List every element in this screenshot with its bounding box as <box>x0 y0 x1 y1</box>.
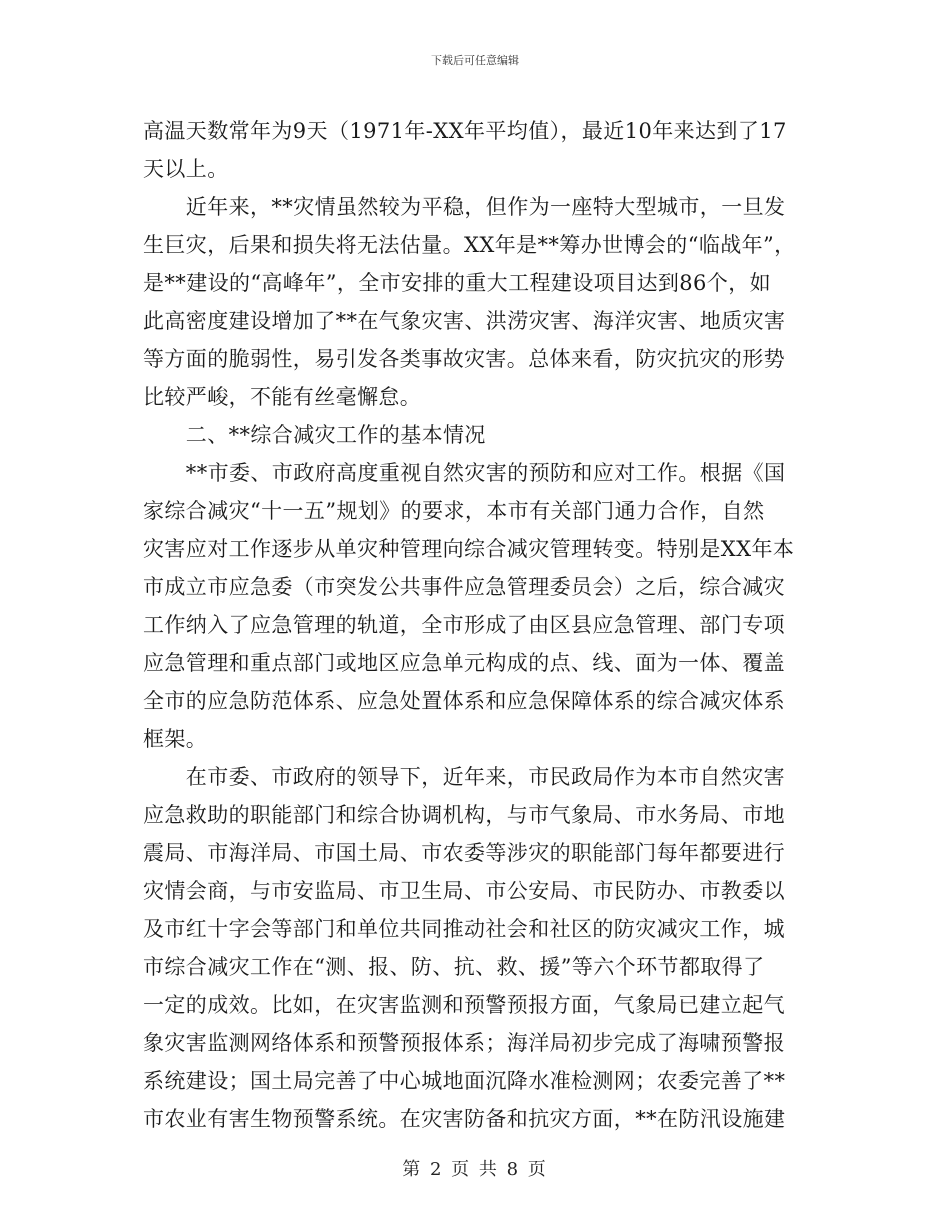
text-line: 市农业有害生物预警系统。在灾害防备和抗灾方面，**在防汛设施建 <box>143 1107 786 1131</box>
text-line: 等方面的脆弱性，易引发各类事故灾害。总体来看，防灾抗灾的形势 <box>143 347 785 371</box>
text-line: 高温天数常年为9天（1971年-XX年平均值），最近10年来达到了17 <box>143 119 787 143</box>
text-line: 应急管理和重点部门或地区应急单元构成的点、线、面为一体、覆盖 <box>143 651 785 675</box>
text-line: 此高密度建设增加了**在气象灾害、洪涝灾害、海洋灾害、地质灾害 <box>143 309 786 333</box>
text-line: 近年来，**灾情虽然较为平稳，但作为一座特大型城市，一旦发 <box>143 195 786 219</box>
text-line: 是**建设的“高峰年”，全市安排的重大工程建设项目达到86个，如 <box>143 271 771 295</box>
text-line: 家综合减灾“十一五”规划》的要求，本市有关部门通力合作，自然 <box>143 499 765 523</box>
text-line: 框架。 <box>143 727 208 751</box>
text-line: 市综合减灾工作在“测、报、防、抗、救、援”等六个环节都取得了 <box>143 955 765 979</box>
text-line: 市成立市应急委（市突发公共事件应急管理委员会）之后，综合减灾 <box>143 575 785 599</box>
text-line: 震局、市海洋局、市国土局、市农委等涉灾的职能部门每年都要进行 <box>143 841 785 865</box>
text-line: 灾情会商，与市安监局、市卫生局、市公安局、市民防办、市教委以 <box>143 879 785 903</box>
text-line: **市委、市政府高度重视自然灾害的预防和应对工作。根据《国 <box>143 461 786 485</box>
text-line: 一定的成效。比如，在灾害监测和预警预报方面，气象局已建立起气 <box>143 993 785 1017</box>
text-line: 比较严峻，不能有丝毫懈怠。 <box>143 385 422 409</box>
text-line: 灾害应对工作逐步从单灾种管理向综合减灾管理转变。特别是XX年本 <box>143 537 795 561</box>
page-number-footer: 第 2 页 共 8 页 <box>402 1159 548 1180</box>
document-body <box>143 112 809 1138</box>
text-line: 天以上。 <box>143 157 229 181</box>
text-line: 象灾害监测网络体系和预警预报体系；海洋局初步完成了海啸预警报 <box>143 1031 785 1055</box>
text-line: 系统建设；国土局完善了中心城地面沉降水准检测网；农委完善了** <box>143 1069 786 1093</box>
text-line: 工作纳入了应急管理的轨道，全市形成了由区县应急管理、部门专项 <box>143 613 785 637</box>
text-line: 应急救助的职能部门和综合协调机构，与市气象局、市水务局、市地 <box>143 803 785 827</box>
text-line: 全市的应急防范体系、应急处置体系和应急保障体系的综合减灾体系 <box>143 689 785 713</box>
text-line: 生巨灾，后果和损失将无法估量。XX年是**筹办世博会的“临战年”， <box>143 233 796 257</box>
text-line: 二、**综合减灾工作的基本情况 <box>143 423 486 447</box>
text-line: 及市红十字会等部门和单位共同推动社会和社区的防灾减灾工作，城 <box>143 917 785 941</box>
text-line: 在市委、市政府的领导下，近年来，市民政局作为本市自然灾害 <box>143 765 785 789</box>
header-note: 下载后可任意编辑 <box>431 54 519 67</box>
